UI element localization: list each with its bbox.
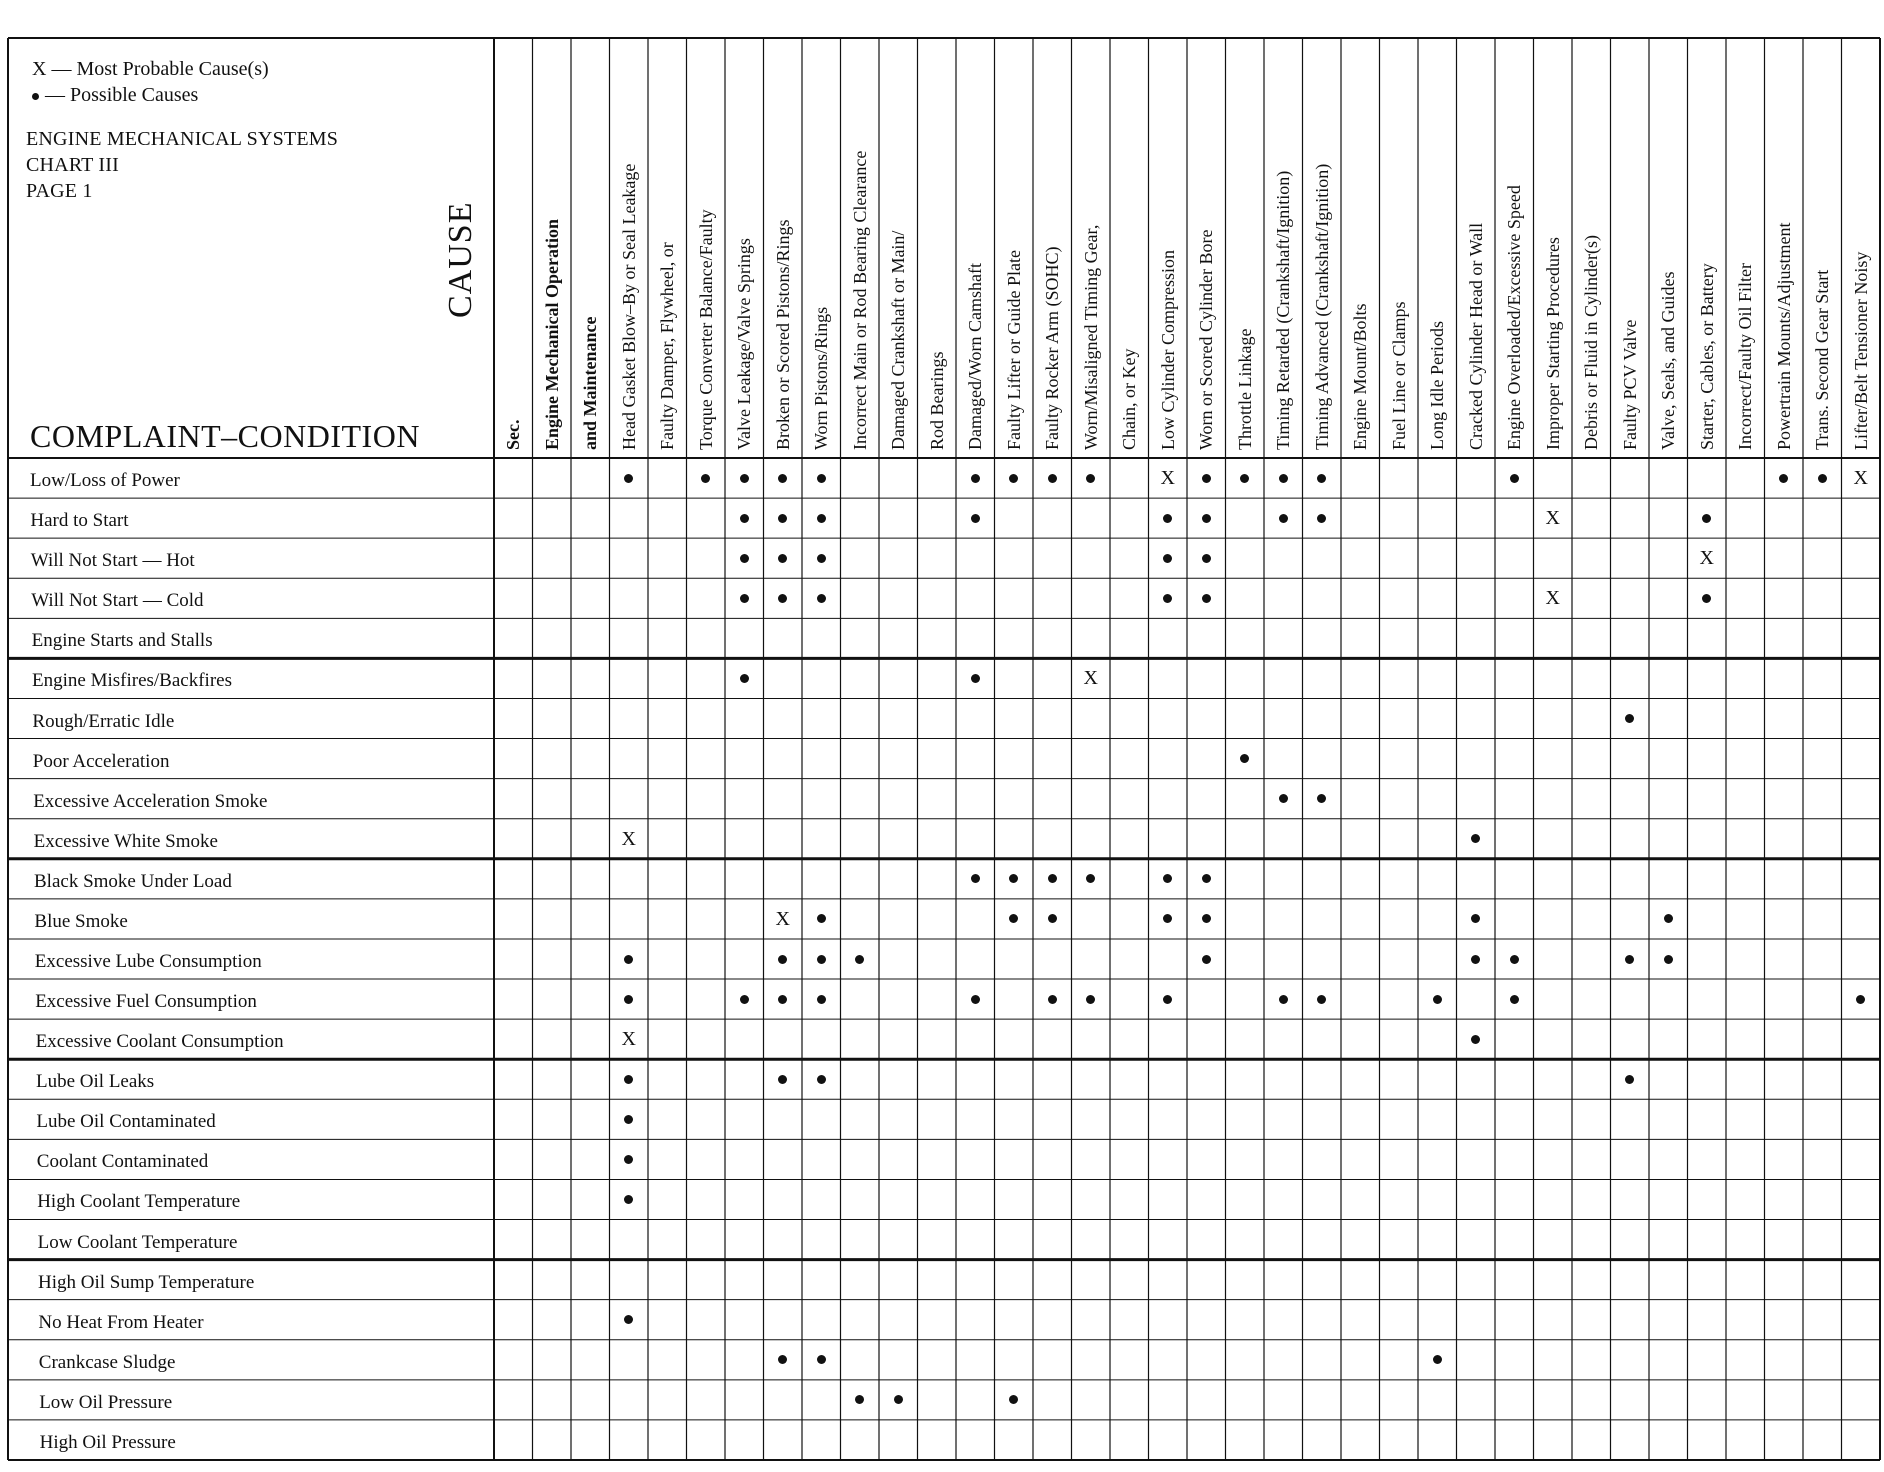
column-header: Debris or Fluid in Cylinder(s): [1581, 235, 1602, 450]
column-header: Low Cylinder Compression: [1157, 250, 1178, 450]
possible-cause-dot: [1510, 474, 1519, 483]
possible-cause-dot: [778, 474, 787, 483]
column-header: Engine Overloaded/Excessive Speed: [1504, 185, 1525, 450]
column-header: Valve, Seals, and Guides: [1658, 271, 1679, 450]
row-label: No Heat From Heater: [38, 1311, 204, 1333]
possible-cause-dot: [1317, 474, 1326, 483]
column-header: Engine Mount/Bolts: [1350, 303, 1371, 450]
row-label: Poor Acceleration: [32, 750, 170, 772]
possible-cause-dot: [1163, 514, 1172, 523]
possible-cause-dot: [778, 955, 787, 964]
possible-cause-dot: [1779, 474, 1788, 483]
legend-possible: [32, 84, 198, 107]
possible-cause-dot: [624, 474, 633, 483]
possible-cause-dot: [1009, 474, 1018, 483]
column-header: Broken or Scored Pistons/Rings: [772, 219, 793, 450]
possible-cause-dot: [778, 554, 787, 563]
row-label: Excessive Coolant Consumption: [35, 1031, 284, 1053]
row-label: Low Oil Pressure: [39, 1391, 173, 1413]
possible-cause-dot: [1202, 955, 1211, 964]
column-header: Improper Starting Procedures: [1542, 237, 1563, 450]
row-label: Blue Smoke: [34, 910, 128, 932]
column-header: Torque Converter Balance/Faulty: [695, 209, 716, 450]
possible-cause-dot: [1856, 995, 1865, 1004]
column-header: Long Idle Periods: [1427, 321, 1448, 450]
row-label: Coolant Contaminated: [36, 1151, 209, 1173]
column-header: Head Gasket Blow–By or Seal Leakage: [618, 163, 639, 450]
column-header: Damaged/Worn Camshaft: [965, 263, 986, 450]
possible-cause-dot: [1471, 1035, 1480, 1044]
column-header: Sec.: [503, 419, 524, 450]
possible-cause-dot: [1433, 1355, 1442, 1364]
column-header: Lifter/Belt Tensioner Noisy: [1850, 251, 1871, 450]
column-header: Worn or Scored Cylinder Bore: [1196, 229, 1217, 450]
possible-cause-dot: [778, 514, 787, 523]
possible-cause-dot: [1510, 955, 1519, 964]
possible-cause-dot: [701, 474, 710, 483]
most-probable-cause-mark: X: [1545, 507, 1560, 530]
cause-label: CAUSE: [442, 201, 479, 318]
row-label: Excessive Lube Consumption: [34, 951, 262, 972]
most-probable-cause-mark: X: [1160, 467, 1175, 490]
column-header: Chain, or Key: [1119, 348, 1140, 450]
possible-cause-dot: [1471, 955, 1480, 964]
possible-cause-dot: [817, 1355, 826, 1364]
column-header: Cracked Cylinder Head or Wall: [1465, 222, 1486, 450]
row-label: Rough/Erratic Idle: [32, 710, 175, 732]
legend-most-probable: X — Most Probable Cause(s): [32, 58, 269, 80]
possible-cause-dot: [624, 1115, 633, 1124]
possible-cause-dot: [1702, 594, 1711, 603]
possible-cause-dot: [740, 995, 749, 1004]
column-header: Powertrain Mounts/Adjustment: [1773, 222, 1794, 450]
row-label: Low/Loss of Power: [30, 470, 180, 492]
column-header: and Maintenance: [580, 316, 601, 450]
column-header: Worn Pistons/Rings: [811, 306, 832, 450]
possible-cause-dot: [971, 995, 980, 1004]
possible-cause-dot: [1048, 995, 1057, 1004]
possible-cause-dot: [740, 674, 749, 683]
possible-cause-dot: [1202, 554, 1211, 563]
possible-cause-dot: [740, 594, 749, 603]
row-label: High Oil Pressure: [39, 1431, 176, 1453]
possible-cause-dot: [1279, 794, 1288, 803]
possible-cause-dot: [817, 554, 826, 563]
row-label: High Oil Sump Temperature: [38, 1271, 255, 1293]
row-label: Black Smoke Under Load: [34, 870, 232, 892]
possible-cause-dot: [1202, 514, 1211, 523]
possible-cause-dot: [1433, 995, 1442, 1004]
possible-cause-dot: [1279, 995, 1288, 1004]
possible-cause-dot: [624, 1075, 633, 1084]
possible-cause-dot: [1240, 474, 1249, 483]
possible-cause-dot: [817, 995, 826, 1004]
most-probable-cause-mark: X: [775, 907, 790, 930]
column-header: Fuel Line or Clamps: [1388, 301, 1409, 450]
complaint-condition-label: COMPLAINT–CONDITION: [30, 418, 420, 454]
possible-cause-dot: [1702, 514, 1711, 523]
column-header: Faulty PCV Valve: [1619, 319, 1640, 450]
possible-cause-dot: [624, 995, 633, 1004]
possible-cause-dot: [1625, 1075, 1634, 1084]
column-header: Worn/Misaligned Timing Gear,: [1080, 224, 1101, 450]
possible-cause-dot: [1163, 594, 1172, 603]
row-label: Low Coolant Temperature: [37, 1231, 238, 1253]
possible-cause-dot: [817, 474, 826, 483]
possible-cause-dot: [1625, 955, 1634, 964]
column-header: Trans. Second Gear Start: [1812, 269, 1833, 450]
column-header: Engine Mechanical Operation: [541, 219, 562, 450]
column-header: Faulty Damper, Flywheel, or: [657, 242, 678, 450]
possible-cause-dot: [817, 594, 826, 603]
column-header: Faulty Lifter or Guide Plate: [1003, 250, 1024, 450]
most-probable-cause-mark: X: [1853, 467, 1868, 490]
possible-cause-dot: [1818, 474, 1827, 483]
possible-cause-dot: [624, 955, 633, 964]
row-label: Crankcase Sludge: [38, 1351, 176, 1373]
column-header: Incorrect/Faulty Oil Filter: [1735, 263, 1756, 450]
chart-title-line2: CHART III: [26, 154, 120, 176]
row-label: Engine Starts and Stalls: [31, 630, 213, 652]
row-label: Will Not Start — Cold: [31, 590, 204, 612]
possible-cause-dot: [1163, 995, 1172, 1004]
legend-possible-text: — Possible Causes: [45, 84, 199, 106]
column-header: Rod Bearings: [926, 351, 947, 450]
possible-cause-dot: [855, 955, 864, 964]
possible-cause-dot: [817, 955, 826, 964]
chart-title-line1: ENGINE MECHANICAL SYSTEMS: [26, 128, 339, 150]
possible-cause-dot: [1317, 995, 1326, 1004]
column-header: Incorrect Main or Rod Bearing Clearance: [849, 150, 870, 450]
possible-cause-dot: [817, 1075, 826, 1084]
possible-cause-dot: [740, 554, 749, 563]
row-label: Excessive Fuel Consumption: [35, 991, 257, 1013]
row-label: Excessive White Smoke: [33, 830, 218, 852]
column-header: Throttle Linkage: [1234, 328, 1255, 450]
possible-cause-dot: [1317, 514, 1326, 523]
possible-cause-dot: [1279, 514, 1288, 523]
possible-cause-dot: [1202, 594, 1211, 603]
possible-cause-dot: [1279, 474, 1288, 483]
possible-cause-dot: [971, 514, 980, 523]
possible-cause-dot: [778, 1075, 787, 1084]
chart-title-line3: PAGE 1: [26, 180, 93, 202]
column-header: Valve Leakage/Valve Springs: [734, 238, 755, 450]
possible-cause-dot: [1086, 995, 1095, 1004]
row-label: Hard to Start: [30, 510, 129, 532]
column-header: Timing Retarded (Crankshaft/Ignition): [1273, 170, 1294, 450]
possible-cause-dot: [971, 474, 980, 483]
row-label: Lube Oil Contaminated: [36, 1111, 216, 1133]
possible-cause-dot: [1163, 554, 1172, 563]
row-label: Engine Misfires/Backfires: [32, 670, 232, 692]
possible-cause-dot: [740, 514, 749, 523]
possible-cause-dot: [1202, 474, 1211, 483]
possible-cause-dot: [1510, 995, 1519, 1004]
column-header: Starter, Cables, or Battery: [1696, 263, 1717, 450]
possible-cause-dot: [778, 995, 787, 1004]
possible-cause-dot: [740, 474, 749, 483]
most-probable-cause-mark: X: [1545, 587, 1560, 610]
most-probable-cause-mark: X: [621, 1028, 636, 1051]
possible-cause-dot: [1664, 955, 1673, 964]
bullet-icon: [32, 93, 39, 100]
column-header: Damaged Crankshaft or Main/: [888, 230, 909, 450]
row-label: Excessive Acceleration Smoke: [33, 790, 268, 812]
row-label: Will Not Start — Hot: [30, 550, 195, 572]
possible-cause-dot: [1086, 474, 1095, 483]
possible-cause-dot: [778, 594, 787, 603]
possible-cause-dot: [817, 514, 826, 523]
row-label: High Coolant Temperature: [37, 1191, 241, 1213]
row-label: Lube Oil Leaks: [36, 1071, 155, 1093]
column-header: Faulty Rocker Arm (SOHC): [1042, 246, 1063, 450]
most-probable-cause-mark: X: [621, 827, 636, 850]
column-header: Timing Advanced (Crankshaft/Ignition): [1311, 163, 1332, 450]
possible-cause-dot: [1048, 474, 1057, 483]
most-probable-cause-mark: X: [1699, 547, 1714, 570]
most-probable-cause-mark: X: [1083, 667, 1098, 690]
possible-cause-dot: [971, 674, 980, 683]
